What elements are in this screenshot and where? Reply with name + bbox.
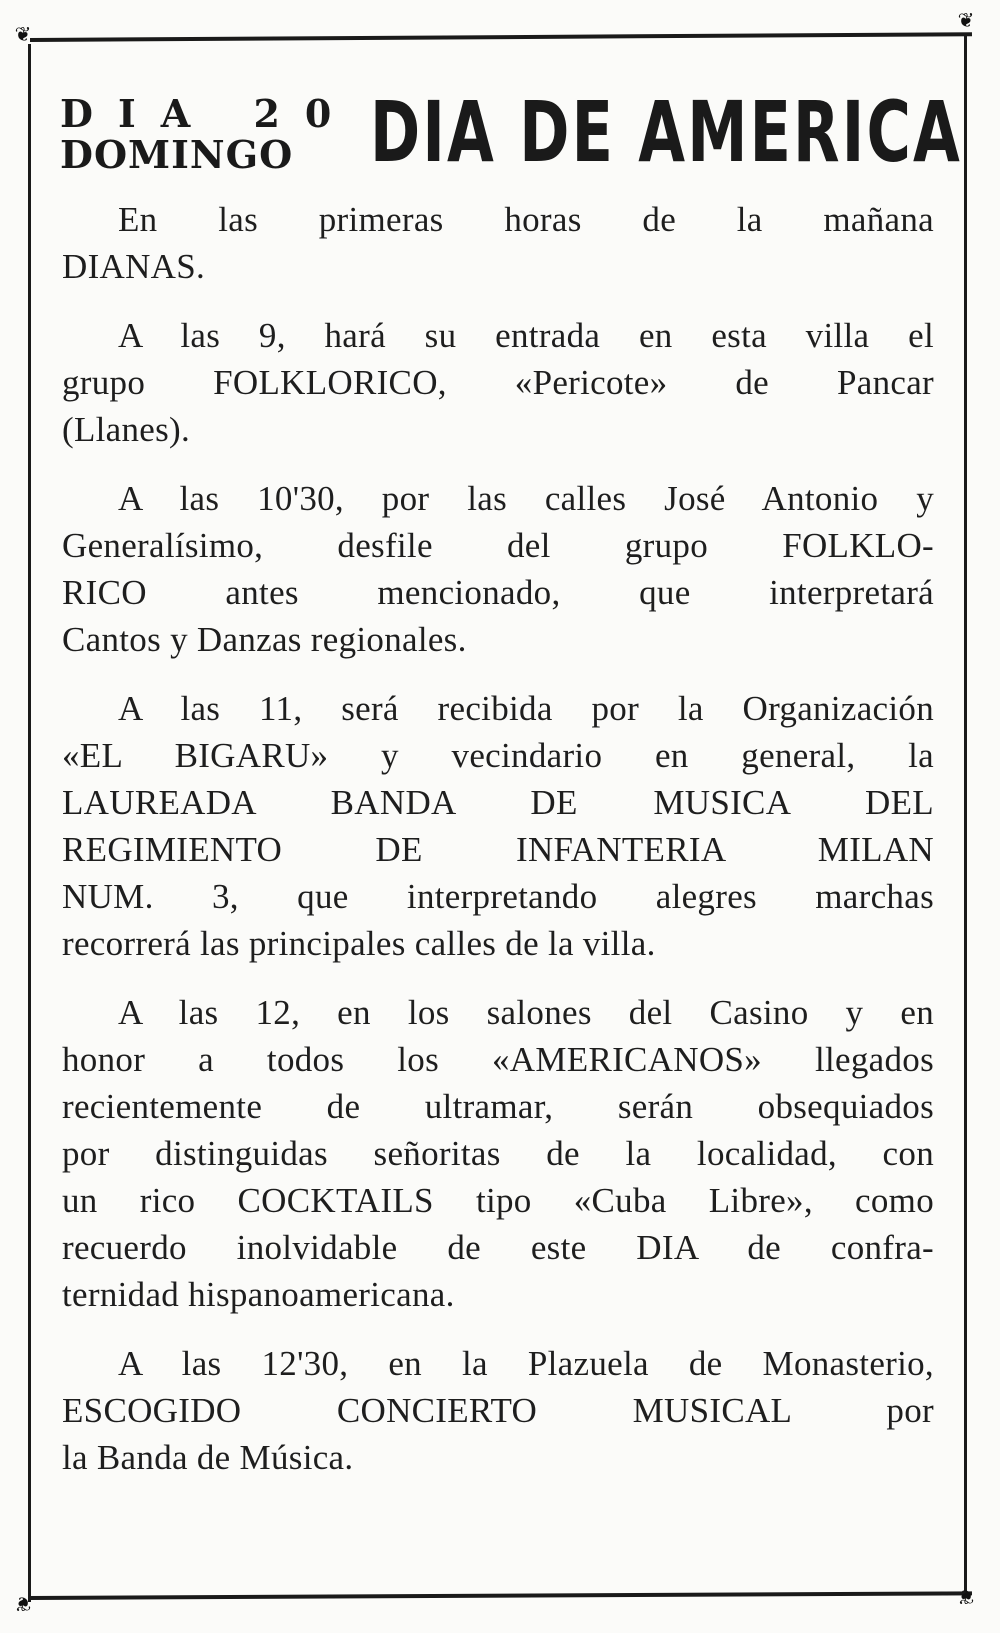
text-line: A las 12, en los salones del Casino y en xyxy=(118,993,934,1032)
fleuron-icon: ❦ xyxy=(957,1585,975,1607)
text-line: A las 11, será recibida por la Organización xyxy=(118,689,934,728)
text-line: A las 9, hará su entrada en esta villa el xyxy=(118,316,934,355)
border-right-rule xyxy=(964,36,967,1598)
text-line: ESCOGIDO CONCIERTO MUSICAL por xyxy=(62,1391,934,1430)
text-line: A las 10'30, por las calles José Antonio y xyxy=(118,479,934,518)
text-line: por distinguidas señoritas de la localidad, con xyxy=(62,1134,934,1173)
text-line: recientemente de ultramar, serán obsequiados xyxy=(62,1087,934,1126)
page-header xyxy=(60,83,962,186)
text-line: «EL BIGARU» y vecindario en general, la xyxy=(62,736,934,775)
paragraph-banda-musica xyxy=(62,685,934,967)
text-line: Cantos y Danzas regionales. xyxy=(62,620,467,659)
paragraph-dianas xyxy=(62,196,934,290)
text-line: En las primeras horas de la mañana xyxy=(118,200,934,239)
text-line: LAUREADA BANDA DE MUSICA DEL xyxy=(62,783,934,822)
text-line: recuerdo inolvidable de este DIA de confra- xyxy=(62,1228,934,1267)
text-line: DIANAS. xyxy=(62,247,206,286)
text-line: grupo FOLKLORICO, «Pericote» de Pancar xyxy=(62,363,934,402)
fleuron-icon: ❦ xyxy=(14,1592,32,1614)
text-line: honor a todos los «AMERICANOS» llegados xyxy=(62,1040,934,1079)
border-left-rule xyxy=(28,44,31,1602)
text-line: Generalísimo, desfile del grupo FOLKLO- xyxy=(62,526,934,565)
text-line: la Banda de Música. xyxy=(62,1438,354,1477)
text-line: A las 12'30, en la Plazuela de Monasterio, xyxy=(118,1344,934,1383)
paragraph-folklorico-arrival xyxy=(62,312,934,453)
text-line: REGIMIENTO DE INFANTERIA MILAN xyxy=(62,830,934,869)
text-line: (Llanes). xyxy=(62,410,191,449)
program-body xyxy=(62,196,934,1503)
border-top-rule xyxy=(30,32,972,42)
text-line: ternidad hispanoamericana. xyxy=(62,1275,455,1314)
text-line: un rico COCKTAILS tipo «Cuba Libre», como xyxy=(62,1181,934,1220)
border-bottom-rule xyxy=(30,1591,972,1600)
paragraph-casino-americanos xyxy=(62,989,934,1318)
fleuron-icon: ❦ xyxy=(957,10,975,32)
text-line: recorrerá las principales calles de la villa. xyxy=(62,924,656,963)
day-number: DIA 20 xyxy=(60,91,357,136)
paragraph-concierto xyxy=(62,1340,934,1481)
page-title: DIA DE AMERICA xyxy=(370,83,962,181)
text-line: RICO antes mencionado, que interpretará xyxy=(62,573,934,612)
fleuron-icon: ❦ xyxy=(14,24,32,46)
date-block xyxy=(60,91,357,177)
text-line: NUM. 3, que interpretando alegres marchas xyxy=(62,877,934,916)
weekday: DOMINGO xyxy=(60,132,294,177)
paragraph-desfile xyxy=(62,475,934,663)
